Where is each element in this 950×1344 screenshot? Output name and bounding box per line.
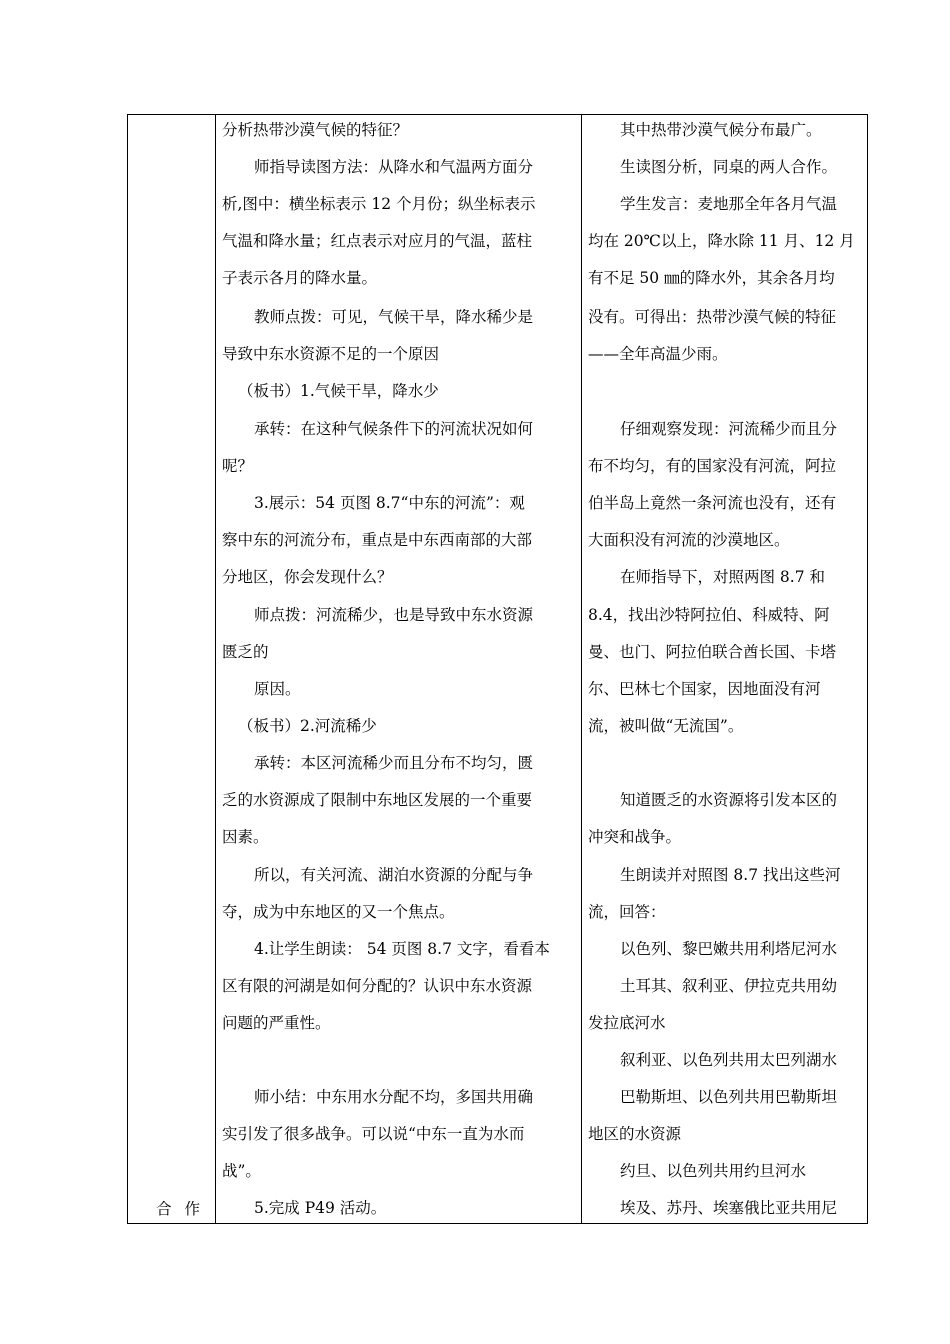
teacher-line: 问题的严重性。 xyxy=(222,1014,331,1032)
student-line: 流，被叫做“无流国”。 xyxy=(588,717,744,735)
teacher-line: 区有限的河湖是如何分配的？认识中东水资源 xyxy=(222,977,533,995)
teacher-line: 察中东的河流分布，重点是中东西南部的大部 xyxy=(222,531,533,549)
student-line: 生朗读并对照图 8.7 找出这些河 xyxy=(620,866,841,884)
teacher-line: 呢？ xyxy=(222,457,254,475)
teacher-line: 师指导读图方法：从降水和气温两方面分 xyxy=(254,158,534,176)
teacher-line: 实引发了很多战争。可以说“中东一直为水而 xyxy=(222,1125,525,1143)
student-line: 有不足 50 ㎜的降水外，其余各月均 xyxy=(588,269,835,287)
teacher-line: 所以，有关河流、湖泊水资源的分配与争 xyxy=(254,866,534,884)
student-line: 发拉底河水 xyxy=(588,1014,666,1032)
student-line: 巴勒斯坦、以色列共用巴勒斯坦 xyxy=(620,1088,838,1106)
teacher-line: 子表示各月的降水量。 xyxy=(222,269,378,287)
student-line: 以色列、黎巴嫩共用利塔尼河水 xyxy=(620,940,838,958)
teacher-line: （板书）2.河流稀少 xyxy=(238,717,377,735)
teacher-line: 战”。 xyxy=(222,1162,261,1180)
teacher-line: 乏的水资源成了限制中东地区发展的一个重要 xyxy=(222,791,533,809)
student-line: 地区的水资源 xyxy=(588,1125,682,1143)
teacher-line: 3.展示：54 页图 8.7“中东的河流”：观 xyxy=(254,494,525,512)
teacher-line: 析,图中：横坐标表示 12 个月份；纵坐标表示 xyxy=(222,195,536,213)
student-line: 均在 20℃以上，降水除 11 月、12 月 xyxy=(588,232,855,250)
student-line: 在师指导下，对照两图 8.7 和 xyxy=(620,568,826,586)
teacher-line: 5.完成 P49 活动。 xyxy=(254,1199,387,1217)
student-line: 生读图分析，同桌的两人合作。 xyxy=(620,158,838,176)
teacher-line: 承转：在这种气候条件下的河流状况如何 xyxy=(254,420,534,438)
student-line: 尔、巴林七个国家，因地面没有河 xyxy=(588,680,821,698)
teacher-line: 原因。 xyxy=(254,680,301,698)
teacher-line: 教师点拨：可见，气候干旱，降水稀少是 xyxy=(254,308,534,326)
student-line: 曼、也门、阿拉伯联合酋长国、卡塔 xyxy=(588,643,837,661)
student-line: 流，回答： xyxy=(588,903,666,921)
student-line: 冲突和战争。 xyxy=(588,828,682,846)
student-line: 知道匮乏的水资源将引发本区的 xyxy=(620,791,838,809)
student-line: ——全年高温少雨。 xyxy=(588,345,728,363)
teacher-line: 导致中东水资源不足的一个原因 xyxy=(222,345,440,363)
teacher-line: 师小结：中东用水分配不均，多国共用确 xyxy=(254,1088,534,1106)
teacher-line: 气温和降水量；红点表示对应月的气温，蓝柱 xyxy=(222,232,533,250)
teacher-line: 匮乏的 xyxy=(222,643,269,661)
column-divider xyxy=(215,115,216,1223)
teacher-line: 分析热带沙漠气候的特征？ xyxy=(222,121,409,139)
teacher-line: 分地区，你会发现什么？ xyxy=(222,568,393,586)
teacher-line: 4.让学生朗读： 54 页图 8.7 文字，看看本 xyxy=(254,940,550,958)
student-line: 大面积没有河流的沙漠地区。 xyxy=(588,531,790,549)
teacher-line: 师点拨：河流稀少，也是导致中东水资源 xyxy=(254,606,534,624)
teacher-line: 因素。 xyxy=(222,828,269,846)
student-line: 布不均匀，有的国家没有河流，阿拉 xyxy=(588,457,837,475)
column-divider xyxy=(581,115,582,1223)
student-line: 仔细观察发现：河流稀少而且分 xyxy=(620,420,838,438)
teacher-line: （板书）1.气候干旱，降水少 xyxy=(238,382,439,400)
student-line: 叙利亚、以色列共用太巴列湖水 xyxy=(620,1051,838,1069)
teacher-line: 承转：本区河流稀少而且分布不均匀，匮 xyxy=(254,754,534,772)
student-line: 其中热带沙漠气候分布最广。 xyxy=(620,121,822,139)
teacher-line: 夺，成为中东地区的又一个焦点。 xyxy=(222,903,455,921)
student-line: 伯半岛上竟然一条河流也没有，还有 xyxy=(588,494,837,512)
student-line: 约旦、以色列共用约旦河水 xyxy=(620,1162,807,1180)
student-line: 没有。可得出：热带沙漠气候的特征 xyxy=(588,308,837,326)
student-line: 土耳其、叙利亚、伊拉克共用幼 xyxy=(620,977,838,995)
lesson-plan-table xyxy=(127,114,868,1224)
student-line: 埃及、苏丹、埃塞俄比亚共用尼 xyxy=(620,1199,838,1217)
student-line: 8.4，找出沙特阿拉伯、科威特、阿 xyxy=(588,606,830,624)
stage-label: 合 作 xyxy=(156,1200,204,1218)
student-line: 学生发言：麦地那全年各月气温 xyxy=(620,195,838,213)
